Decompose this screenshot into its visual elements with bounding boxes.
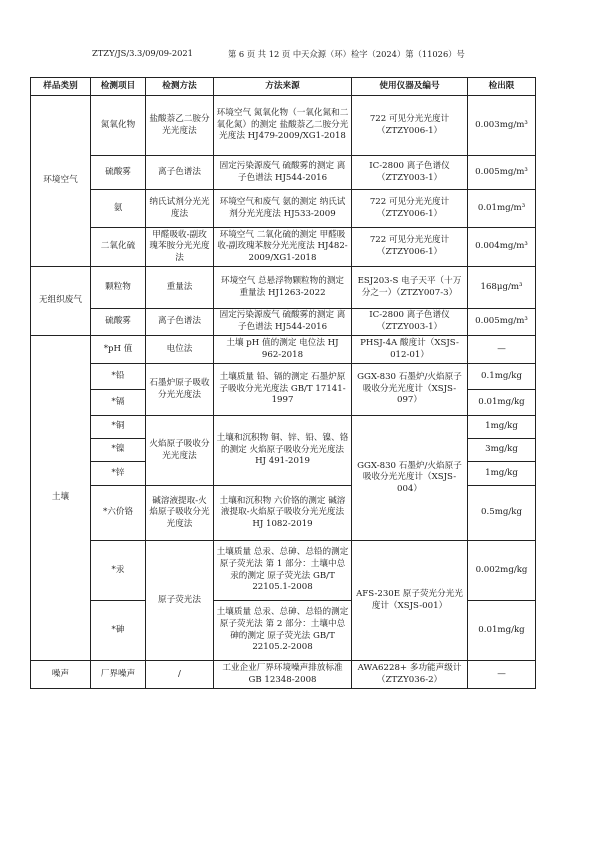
category-cell: 环境空气 bbox=[31, 96, 91, 267]
instrument-cell: IC-2800 离子色谱仪（ZTZY003-1） bbox=[352, 309, 468, 336]
item-cell: 氮氧化物 bbox=[91, 96, 146, 156]
item-cell: *镍 bbox=[91, 439, 146, 462]
method-cell: 盐酸萘乙二胺分光光度法 bbox=[146, 96, 214, 156]
column-header: 检出限 bbox=[468, 78, 536, 96]
item-cell: 硫酸雾 bbox=[91, 309, 146, 336]
table-row bbox=[31, 228, 536, 267]
limit-cell: 0.005mg/m³ bbox=[468, 309, 536, 336]
table-row bbox=[31, 364, 536, 390]
source-cell: 土壤质量 铅、镉的测定 石墨炉原子吸收分光光度法 GB/T 17141-1997 bbox=[214, 364, 352, 416]
item-cell: *pH 值 bbox=[91, 336, 146, 364]
table-row bbox=[31, 267, 536, 309]
source-cell: 固定污染源废气 硫酸雾的测定 离子色谱法 HJ544-2016 bbox=[214, 156, 352, 190]
instrument-cell: 722 可见分光光度计（ZTZY006-1） bbox=[352, 190, 468, 228]
limit-cell: 0.01mg/kg bbox=[468, 390, 536, 416]
instrument-cell: AWA6228+ 多功能声级计（ZTZY036-2） bbox=[352, 661, 468, 689]
method-cell: 离子色谱法 bbox=[146, 309, 214, 336]
instrument-cell: AFS-230E 原子荧光分光光度计（XSJS-001） bbox=[352, 541, 468, 661]
category-cell: 土壤 bbox=[31, 336, 91, 661]
limit-cell: — bbox=[468, 661, 536, 689]
page-info: 第 6 页 共 12 页 bbox=[228, 49, 291, 59]
category-cell: 噪声 bbox=[31, 661, 91, 689]
limit-cell: 0.004mg/m³ bbox=[468, 228, 536, 267]
table-header-row bbox=[31, 78, 536, 96]
source-cell: 环境空气 总悬浮物颗粒物的测定 重量法 HJ1263-2022 bbox=[214, 267, 352, 309]
limit-cell: 1mg/kg bbox=[468, 462, 536, 486]
source-cell: 土壤 pH 值的测定 电位法 HJ 962-2018 bbox=[214, 336, 352, 364]
method-cell: / bbox=[146, 661, 214, 689]
source-cell: 固定污染源废气 硫酸雾的测定 离子色谱法 HJ544-2016 bbox=[214, 309, 352, 336]
detection-methods-table bbox=[30, 77, 536, 689]
table-row bbox=[31, 190, 536, 228]
source-cell: 土壤和沉积物 铜、锌、铅、镍、铬的测定 火焰原子吸收分光光度法 HJ 491-2019 bbox=[214, 416, 352, 486]
item-cell: 颗粒物 bbox=[91, 267, 146, 309]
method-cell: 重量法 bbox=[146, 267, 214, 309]
limit-cell: 1mg/kg bbox=[468, 416, 536, 439]
limit-cell: — bbox=[468, 336, 536, 364]
column-header: 检测项目 bbox=[91, 78, 146, 96]
limit-cell: 3mg/kg bbox=[468, 439, 536, 462]
method-cell: 甲醛吸收-副玫瑰苯胺分光光度法 bbox=[146, 228, 214, 267]
table-row bbox=[31, 336, 536, 364]
item-cell: 氨 bbox=[91, 190, 146, 228]
page-info-and-report-number bbox=[228, 48, 465, 60]
source-cell: 土壤质量 总汞、总砷、总铅的测定 原子荧光法 第 2 部分：土壤中总砷的测定 原子荧光法 GB/T 22105.2-2008 bbox=[214, 601, 352, 661]
item-cell: 二氧化硫 bbox=[91, 228, 146, 267]
category-cell: 无组织废气 bbox=[31, 267, 91, 336]
instrument-cell: GGX-830 石墨炉/火焰原子吸收分光光度计（XSJS-097） bbox=[352, 364, 468, 416]
table-row bbox=[31, 156, 536, 190]
table-row bbox=[31, 96, 536, 156]
table-row bbox=[31, 541, 536, 601]
item-cell: *锌 bbox=[91, 462, 146, 486]
source-cell: 工业企业厂界环境噪声排放标准 GB 12348-2008 bbox=[214, 661, 352, 689]
item-cell: *镉 bbox=[91, 390, 146, 416]
item-cell: 厂界噪声 bbox=[91, 661, 146, 689]
table-row bbox=[31, 309, 536, 336]
method-cell: 离子色谱法 bbox=[146, 156, 214, 190]
item-cell: *铅 bbox=[91, 364, 146, 390]
source-cell: 环境空气和废气 氨的测定 纳氏试剂分光光度法 HJ533-2009 bbox=[214, 190, 352, 228]
method-cell: 原子荧光法 bbox=[146, 541, 214, 661]
limit-cell: 0.5mg/kg bbox=[468, 486, 536, 541]
item-cell: *汞 bbox=[91, 541, 146, 601]
limit-cell: 0.01mg/m³ bbox=[468, 190, 536, 228]
table-row bbox=[31, 416, 536, 439]
item-cell: *砷 bbox=[91, 601, 146, 661]
method-cell: 碱溶液提取-火焰原子吸收分光光度法 bbox=[146, 486, 214, 541]
limit-cell: 0.01mg/kg bbox=[468, 601, 536, 661]
method-cell: 纳氏试剂分光光度法 bbox=[146, 190, 214, 228]
source-cell: 土壤质量 总汞、总砷、总铅的测定 原子荧光法 第 1 部分：土壤中总汞的测定 原子荧光法 GB/T 22105.1-2008 bbox=[214, 541, 352, 601]
instrument-cell: PHSJ-4A 酸度计（XSJS-012-01） bbox=[352, 336, 468, 364]
item-cell: *六价铬 bbox=[91, 486, 146, 541]
instrument-cell: 722 可见分光光度计（ZTZY006-1） bbox=[352, 96, 468, 156]
instrument-cell: IC-2800 离子色谱仪（ZTZY003-1） bbox=[352, 156, 468, 190]
table-row bbox=[31, 661, 536, 689]
limit-cell: 168μg/m³ bbox=[468, 267, 536, 309]
method-cell: 火焰原子吸收分光光度法 bbox=[146, 416, 214, 486]
document-code: ZTZY/JS/3.3/09/09-2021 bbox=[92, 48, 193, 58]
instrument-cell: ESJ203-S 电子天平（十万分之一）（ZTZY007-3） bbox=[352, 267, 468, 309]
item-cell: *铜 bbox=[91, 416, 146, 439]
limit-cell: 0.003mg/m³ bbox=[468, 96, 536, 156]
column-header: 样品类别 bbox=[31, 78, 91, 96]
item-cell: 硫酸雾 bbox=[91, 156, 146, 190]
instrument-cell: 722 可见分光光度计（ZTZY006-1） bbox=[352, 228, 468, 267]
source-cell: 环境空气 氮氧化物（一氧化氮和二氧化氮）的测定 盐酸萘乙二胺分光光度法 HJ479-2009/XG1-2018 bbox=[214, 96, 352, 156]
method-cell: 电位法 bbox=[146, 336, 214, 364]
limit-cell: 0.005mg/m³ bbox=[468, 156, 536, 190]
limit-cell: 0.1mg/kg bbox=[468, 364, 536, 390]
report-number: 中天众源（环）检字（2024）第（11026）号 bbox=[292, 49, 465, 59]
column-header: 检测方法 bbox=[146, 78, 214, 96]
column-header: 使用仪器及编号 bbox=[352, 78, 468, 96]
source-cell: 土壤和沉积物 六价铬的测定 碱溶液提取-火焰原子吸收分光光度法 HJ 1082-2019 bbox=[214, 486, 352, 541]
limit-cell: 0.002mg/kg bbox=[468, 541, 536, 601]
instrument-cell: GGX-830 石墨炉/火焰原子吸收分光光度计（XSJS-004） bbox=[352, 416, 468, 541]
source-cell: 环境空气 二氧化硫的测定 甲醛吸收-副玫瑰苯胺分光光度法 HJ482-2009/XG1-2018 bbox=[214, 228, 352, 267]
column-header: 方法来源 bbox=[214, 78, 352, 96]
method-cell: 石墨炉原子吸收分光光度法 bbox=[146, 364, 214, 416]
